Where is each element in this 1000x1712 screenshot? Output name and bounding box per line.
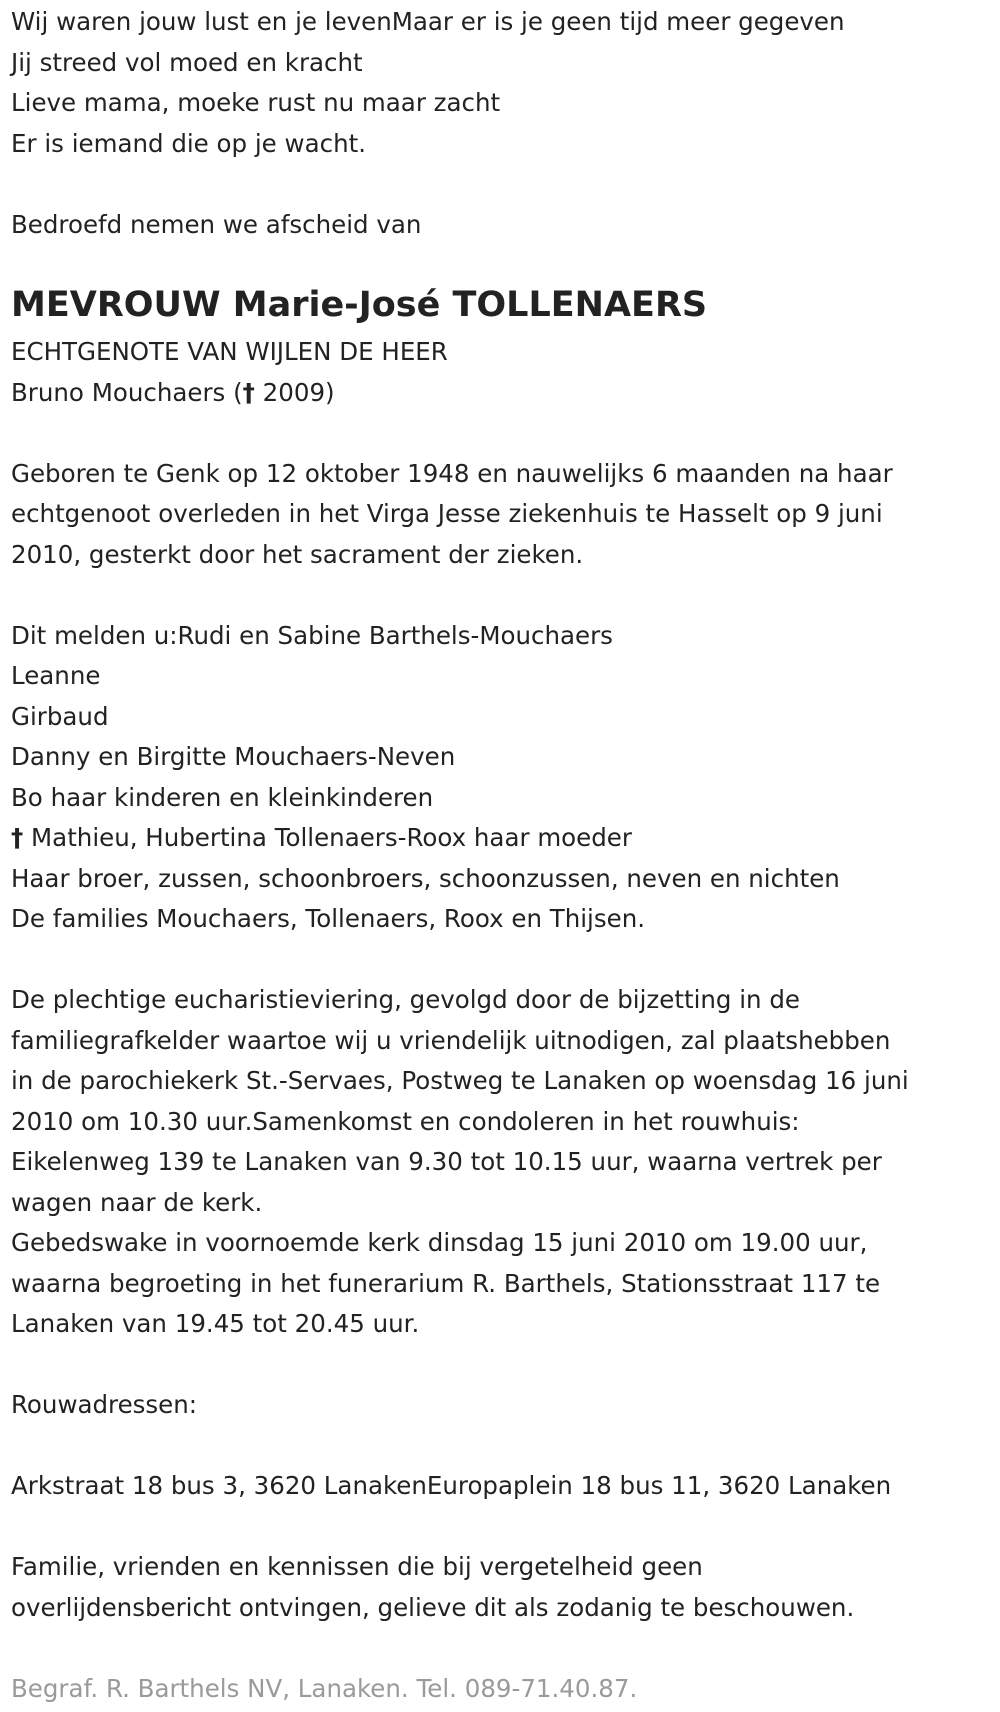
spacer — [11, 413, 991, 454]
cross-icon: † — [242, 377, 255, 407]
family-line: Girbaud — [11, 701, 109, 731]
birth-death-line: Geboren te Genk op 12 oktober 1948 en nauwelijks 6 maanden na haar — [11, 458, 893, 488]
spacer — [11, 940, 991, 981]
verse-line: Lieve mama, moeke rust nu maar zacht — [11, 88, 501, 117]
addresses-section — [11, 1385, 991, 1507]
notice — [11, 1547, 991, 1628]
mother-text: Mathieu, Hubertina Tollenaers-Roox haar moeder — [23, 823, 632, 852]
family-line: De families Mouchaers, Tollenaers, Roox en Thijsen. — [11, 904, 646, 933]
verse-line: Jij streed vol moed en kracht — [11, 47, 363, 77]
birth-death-line: echtgenoot overleden in het Virga Jesse ziekenhuis te Hasselt op 9 juni — [11, 499, 883, 528]
spacer — [11, 245, 991, 275]
spouse-info — [11, 332, 991, 413]
footer — [11, 1669, 991, 1710]
family-list — [11, 616, 991, 940]
spouse-name: Bruno Mouchaers ( — [11, 377, 243, 407]
footer-text: Begraf. R. Barthels NV, Lanaken. Tel. 089-71.40.87. — [11, 1673, 638, 1703]
ceremony-line: Gebedswake in voornoemde kerk dinsdag 15 juni 2010 om 19.00 uur, — [11, 1228, 868, 1257]
intro-text: Bedroefd nemen we afscheid van — [11, 209, 422, 239]
ceremony-line: Lanaken van 19.45 tot 20.45 uur. — [11, 1309, 420, 1338]
family-line: Haar broer, zussen, schoonbroers, schoonzussen, neven en nichten — [11, 863, 840, 893]
ceremony-line: in de parochiekerk St.-Servaes, Postweg te Lanaken op woensdag 16 juni — [11, 1066, 909, 1095]
addresses-text: Arkstraat 18 bus 3, 3620 LanakenEuropaplein 18 bus 11, 3620 Lanaken — [11, 1471, 892, 1500]
spacer — [11, 1507, 991, 1548]
verse-line: Er is iemand die op je wacht. — [11, 128, 366, 158]
ceremony-line: De plechtige eucharistieviering, gevolgd door de bijzetting in de — [11, 985, 800, 1014]
intro — [11, 205, 991, 246]
ceremony-line: Eikelenweg 139 te Lanaken van 9.30 tot 10.15 uur, waarna vertrek per — [11, 1147, 882, 1176]
birth-death — [11, 454, 991, 576]
family-line: Dit melden u:Rudi en Sabine Barthels-Mouchaers — [11, 620, 613, 650]
spacer — [11, 164, 991, 205]
spacer-line — [11, 1426, 991, 1467]
verse — [11, 2, 991, 164]
deceased-name: MEVROUW Marie-José TOLLENAERS — [11, 285, 708, 325]
ceremony-line: 2010 om 10.30 uur.Samenkomst en condoleren in het rouwhuis: — [11, 1106, 800, 1136]
verse-line: Wij waren jouw lust en je levenMaar er is je geen tijd meer gegeven — [11, 7, 845, 36]
family-line: Bo haar kinderen en kleinkinderen — [11, 782, 434, 812]
family-line: Leanne — [11, 661, 101, 690]
ceremony-line: waarna begroeting in het funerarium R. Barthels, Stationsstraat 117 te — [11, 1268, 881, 1298]
ceremony-line: wagen naar de kerk. — [11, 1187, 263, 1217]
ceremony — [11, 980, 991, 1345]
spouse-year: 2009) — [254, 377, 335, 407]
spouse-line-1: ECHTGENOTE VAN WIJLEN DE HEER — [11, 337, 448, 366]
addresses-label: Rouwadressen: — [11, 1390, 198, 1419]
family-line: Danny en Birgitte Mouchaers-Neven — [11, 742, 456, 771]
birth-death-line: 2010, gesterkt door het sacrament der zieken. — [11, 539, 584, 569]
family-line-mother — [11, 818, 991, 859]
cross-icon: † — [11, 823, 24, 852]
notice-line: Familie, vrienden en kennissen die bij vergetelheid geen — [11, 1552, 703, 1581]
spacer — [11, 575, 991, 616]
ceremony-line: familiegrafkelder waartoe wij u vriendelijk uitnodigen, zal plaatshebben — [11, 1025, 891, 1055]
obituary-page — [0, 2, 991, 1709]
spacer — [11, 1628, 991, 1669]
notice-line: overlijdensbericht ontvingen, gelieve dit als zodanig te beschouwen. — [11, 1592, 855, 1622]
spouse-line-2 — [11, 373, 991, 414]
spacer — [11, 1345, 991, 1386]
